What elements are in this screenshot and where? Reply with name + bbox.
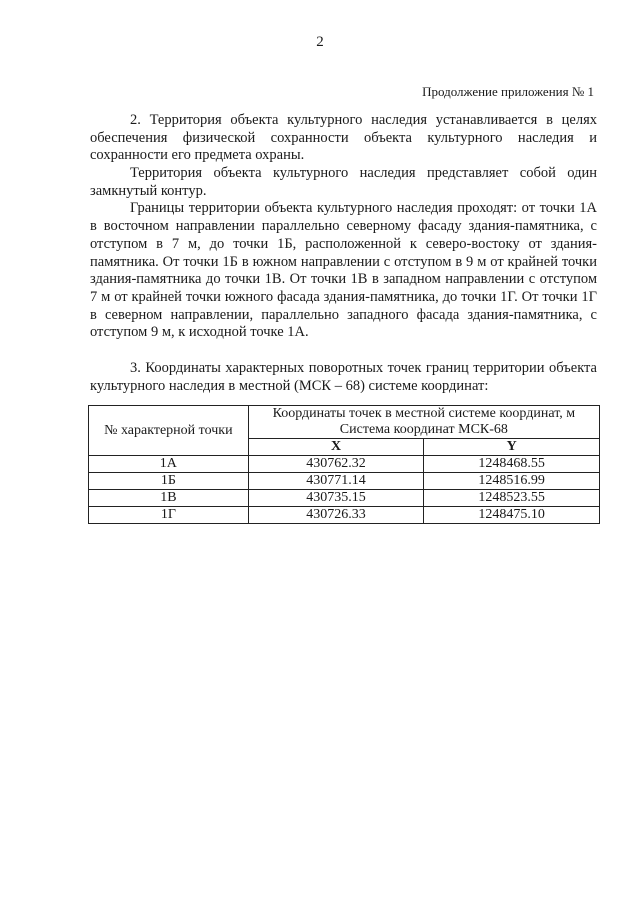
table-row <box>89 473 600 490</box>
table-row <box>89 490 600 507</box>
paragraph-coordinates-intro: 3. Координаты характерных поворотных точек границ территории объекта культурного наследия в местной (МСК – 68) системе координат: <box>90 359 597 394</box>
table-row <box>89 507 600 524</box>
point-header: № характерной точки <box>89 406 249 456</box>
paragraph-boundaries: Границы территории объекта культурного наследия проходят: от точки 1А в восточном направлении параллельно северному фасаду здания-памятника, с отступом в 7 м, до точки 1Б, расположенной к северо-востоку от здания-памятника. От точки 1Б в южном направлении с отступом в 9 м от крайней точки здания-памятника до точки 1В. От точки 1В в западном направлении с отступом 7 м от крайней точки южного фасада здания-памятника, до точки 1Г. От точки 1Г в северном направлении, параллельно западного фасада здания-памятника, с отступом 9 м, к исходной точке 1А. <box>90 200 597 341</box>
coords-header <box>248 406 599 439</box>
point-cell: 1Г <box>89 507 249 524</box>
y-header: Y <box>424 439 600 456</box>
y-cell: 1248475.10 <box>424 507 600 524</box>
x-cell: 430771.14 <box>248 473 424 490</box>
y-cell: 1248523.55 <box>424 490 600 507</box>
point-cell: 1В <box>89 490 249 507</box>
x-cell: 430726.33 <box>248 507 424 524</box>
paragraph-territory-purpose: 2. Территория объекта культурного наследия устанавливается в целях обеспечения физической сохранности объекта культурного наследия и сохранности его предмета охраны. <box>90 112 597 164</box>
coordinates-table <box>88 405 600 524</box>
y-cell: 1248516.99 <box>424 473 600 490</box>
document-body <box>90 112 597 395</box>
y-cell: 1248468.55 <box>424 456 600 473</box>
x-header: X <box>248 439 424 456</box>
x-cell: 430735.15 <box>248 490 424 507</box>
table-row <box>89 456 600 473</box>
coords-header-line2: Система координат МСК-68 <box>339 422 508 438</box>
point-cell: 1А <box>89 456 249 473</box>
paragraph-territory-contour: Территория объекта культурного наследия представляет собой один замкнутый контур. <box>90 165 597 199</box>
coords-header-line1: Координаты точек в местной системе координат, м <box>272 406 576 421</box>
x-cell: 430762.32 <box>248 456 424 473</box>
point-cell: 1Б <box>89 473 249 490</box>
page-number: 2 <box>316 34 324 50</box>
appendix-note: Продолжение приложения № 1 <box>422 84 594 99</box>
